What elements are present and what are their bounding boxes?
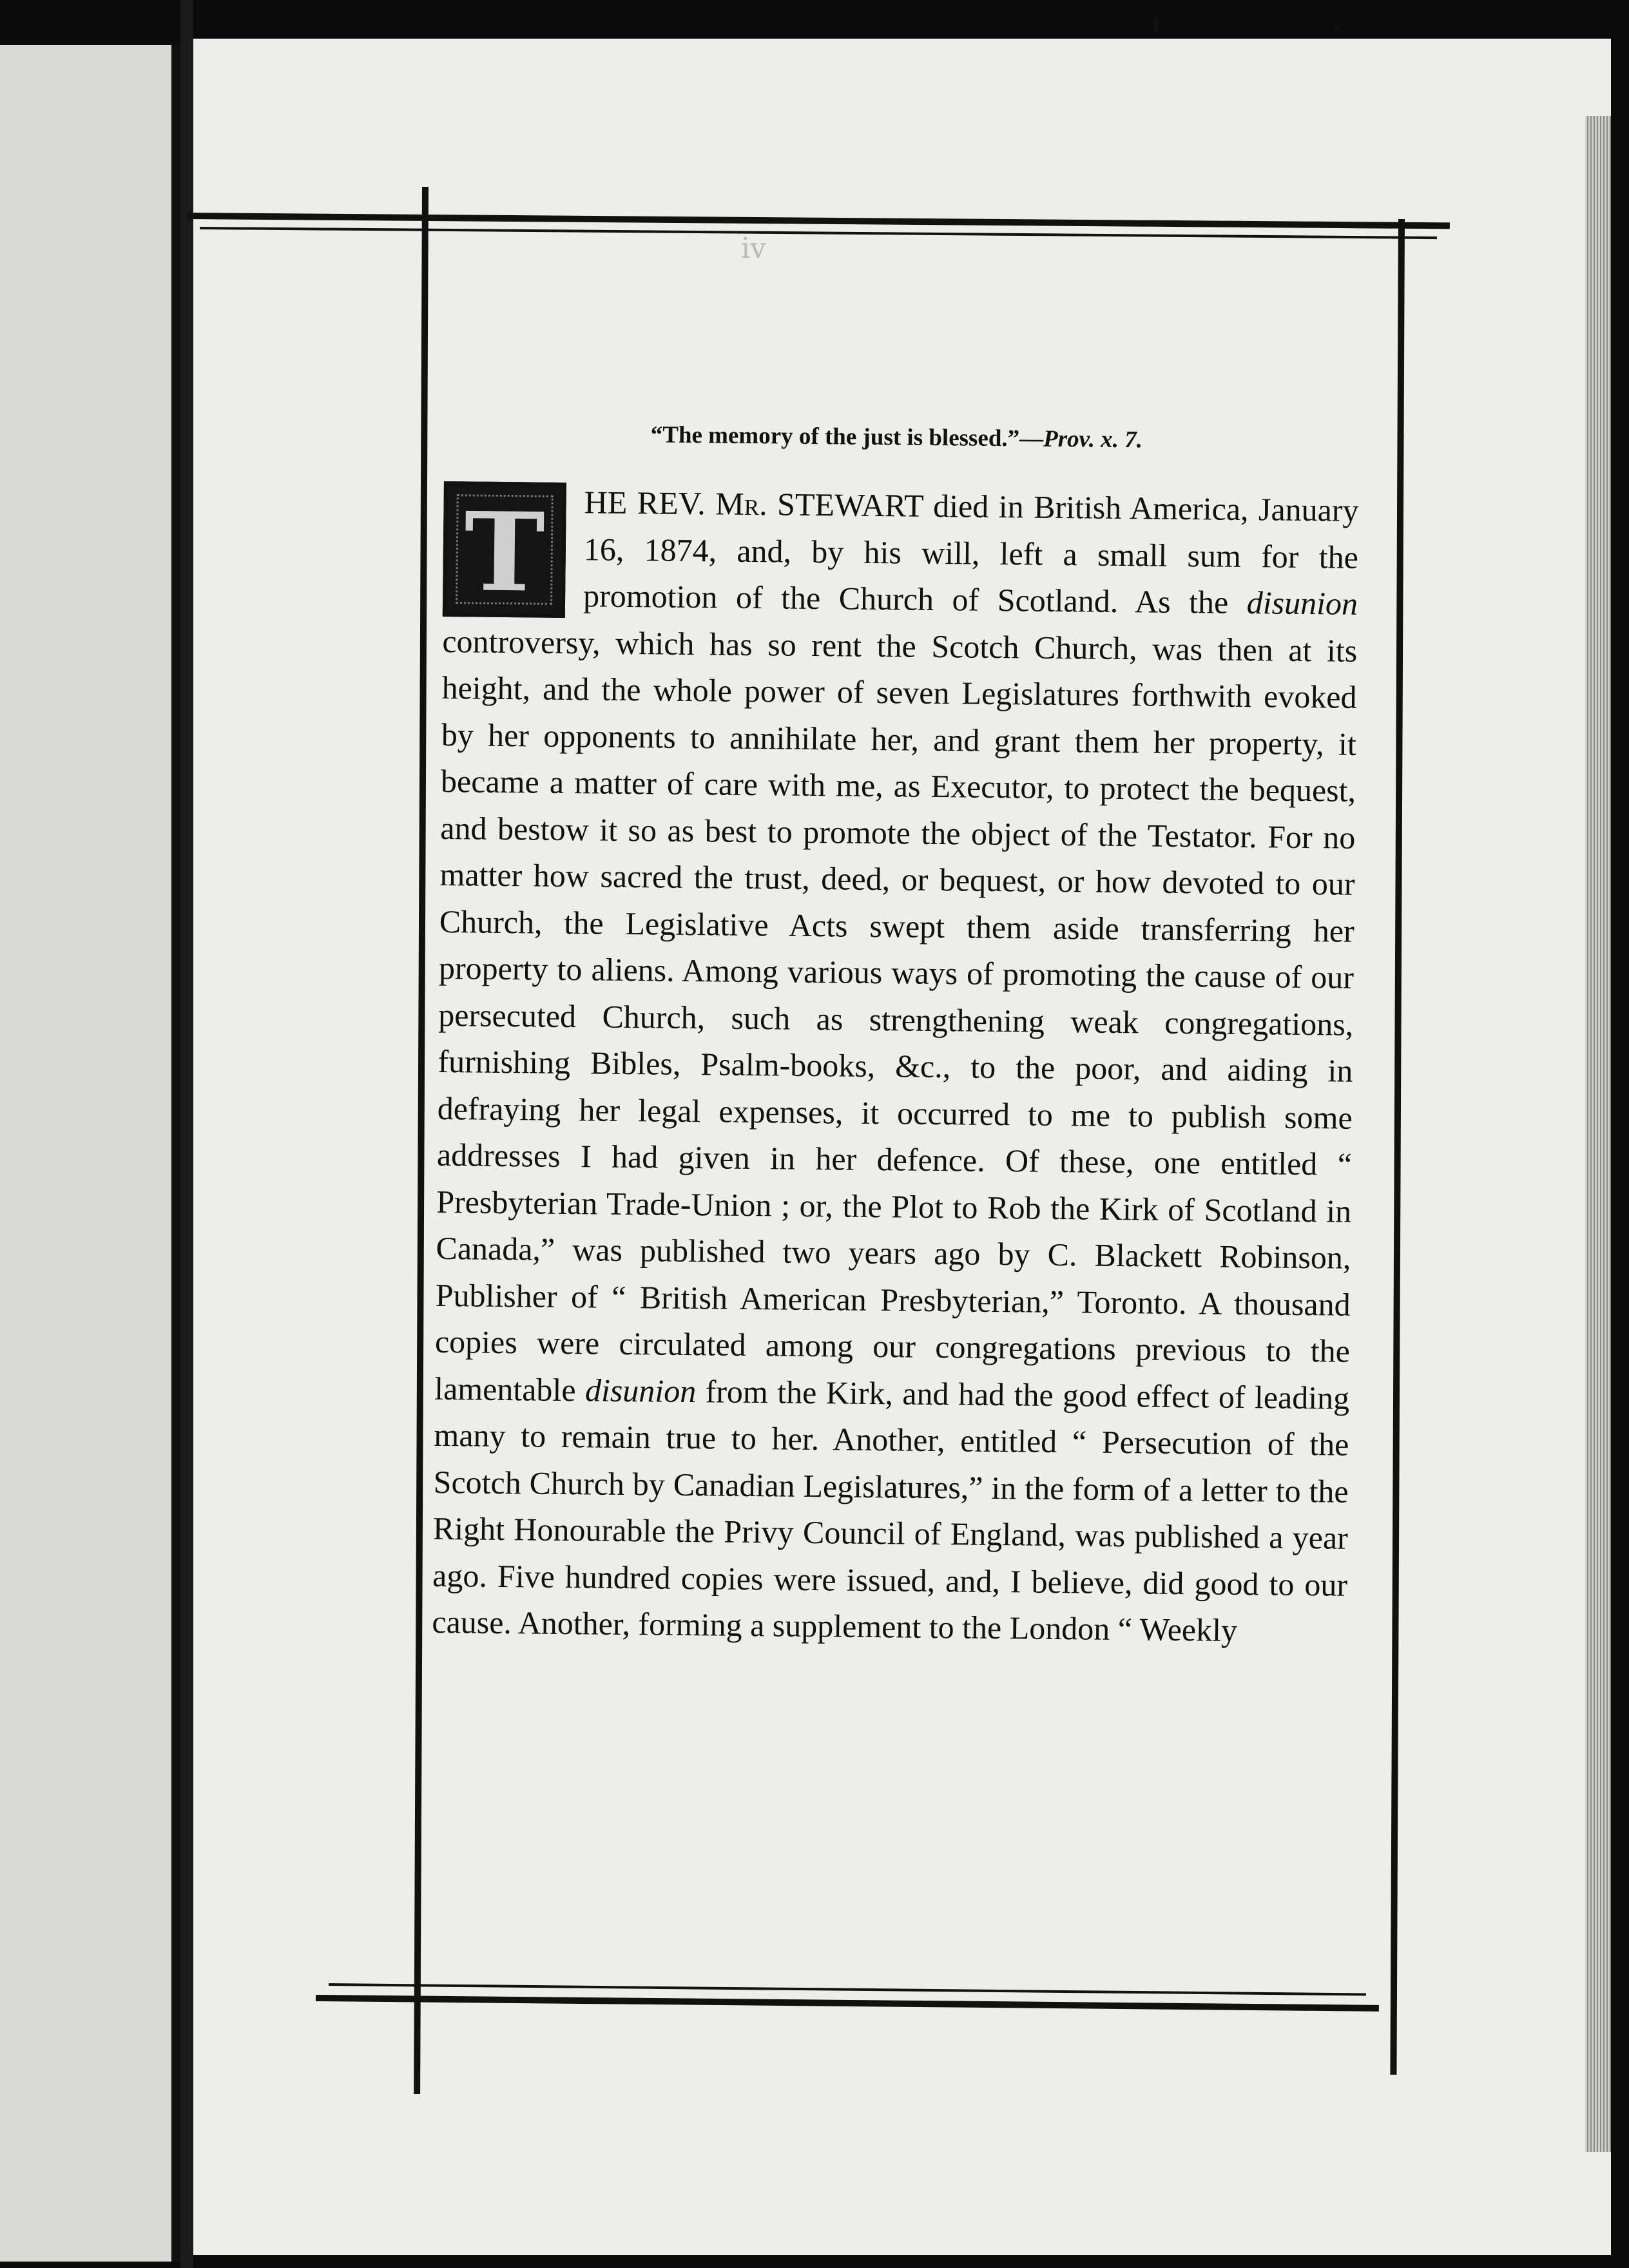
page-edges <box>1585 116 1611 2152</box>
emphasis-disunion-2: disunion <box>584 1371 697 1409</box>
body-text-1: died in British America, January 16, 1874, and, by his will, left a small sum for the promotion of the Church of Scotland. As the <box>583 487 1359 621</box>
ornamental-drop-cap <box>443 481 566 618</box>
epigraph-quote: “The memory of the just is blessed.”— <box>650 421 1044 452</box>
body-paragraph <box>432 477 1359 1655</box>
drop-cap-letter: T <box>463 488 546 617</box>
page-number: iv <box>741 232 766 265</box>
left-page-edge <box>0 45 180 2262</box>
opening-smallcaps: Mr. <box>715 485 767 523</box>
body-text-2: controversy, which has so rent the Scotch Church, was then at its height, and the whole power of seven Legislatures forthwith evoked by her opponents to annihilate her, and grant them her property, it became a matter of care with me, as Executor, to protect the bequest, and bestow it so as best to promote the object of the Testator. For no matter how sacred the trust, deed, or bequest, or how devoted to our Church, the Legislative Acts swept them aside transferring her property to aliens. Among various ways of promoting the cause of our persecuted Church, such as strengthening weak congregations, furnishing Bibles, Psalm-books, &c., to the poor, and aiding in defraying her legal expenses, it occurred to me to publish some addresses I had given in her defence. Of these, one entitled “ Presbyterian Trade-Union ; or, the Plot to Rob the Kirk of Scotland in Canada,” was published two years ago by C. Blackett Robinson, Publisher of “ British American Presbyterian,” Toronto. A thousand copies were circulated among our congregations previous to the lamentable <box>434 622 1358 1408</box>
opening-caps-name: STEWART <box>767 486 924 524</box>
page-fold <box>171 45 180 2262</box>
emphasis-disunion-1: disunion <box>1246 584 1358 622</box>
body-text-3: from the Kirk, and had the good effect of leading many to remain true to her. Another, entitled “ Persecution of the Scotch Church by Canadian Legislatures,” in the form of a letter to the Right Honourable the Privy Council of England, was published a year ago. Five hundred copies were issued, and, I believe, did good to our cause. Another, forming a supplement to the London “ Weekly <box>432 1372 1350 1648</box>
text-block <box>432 419 1360 1655</box>
scan-speck <box>1334 24 1339 30</box>
scan-speck <box>1153 15 1159 35</box>
epigraph-source: Prov. x. 7. <box>1043 425 1143 454</box>
opening-caps: HE REV. <box>584 484 716 522</box>
book-gutter <box>180 0 193 2268</box>
